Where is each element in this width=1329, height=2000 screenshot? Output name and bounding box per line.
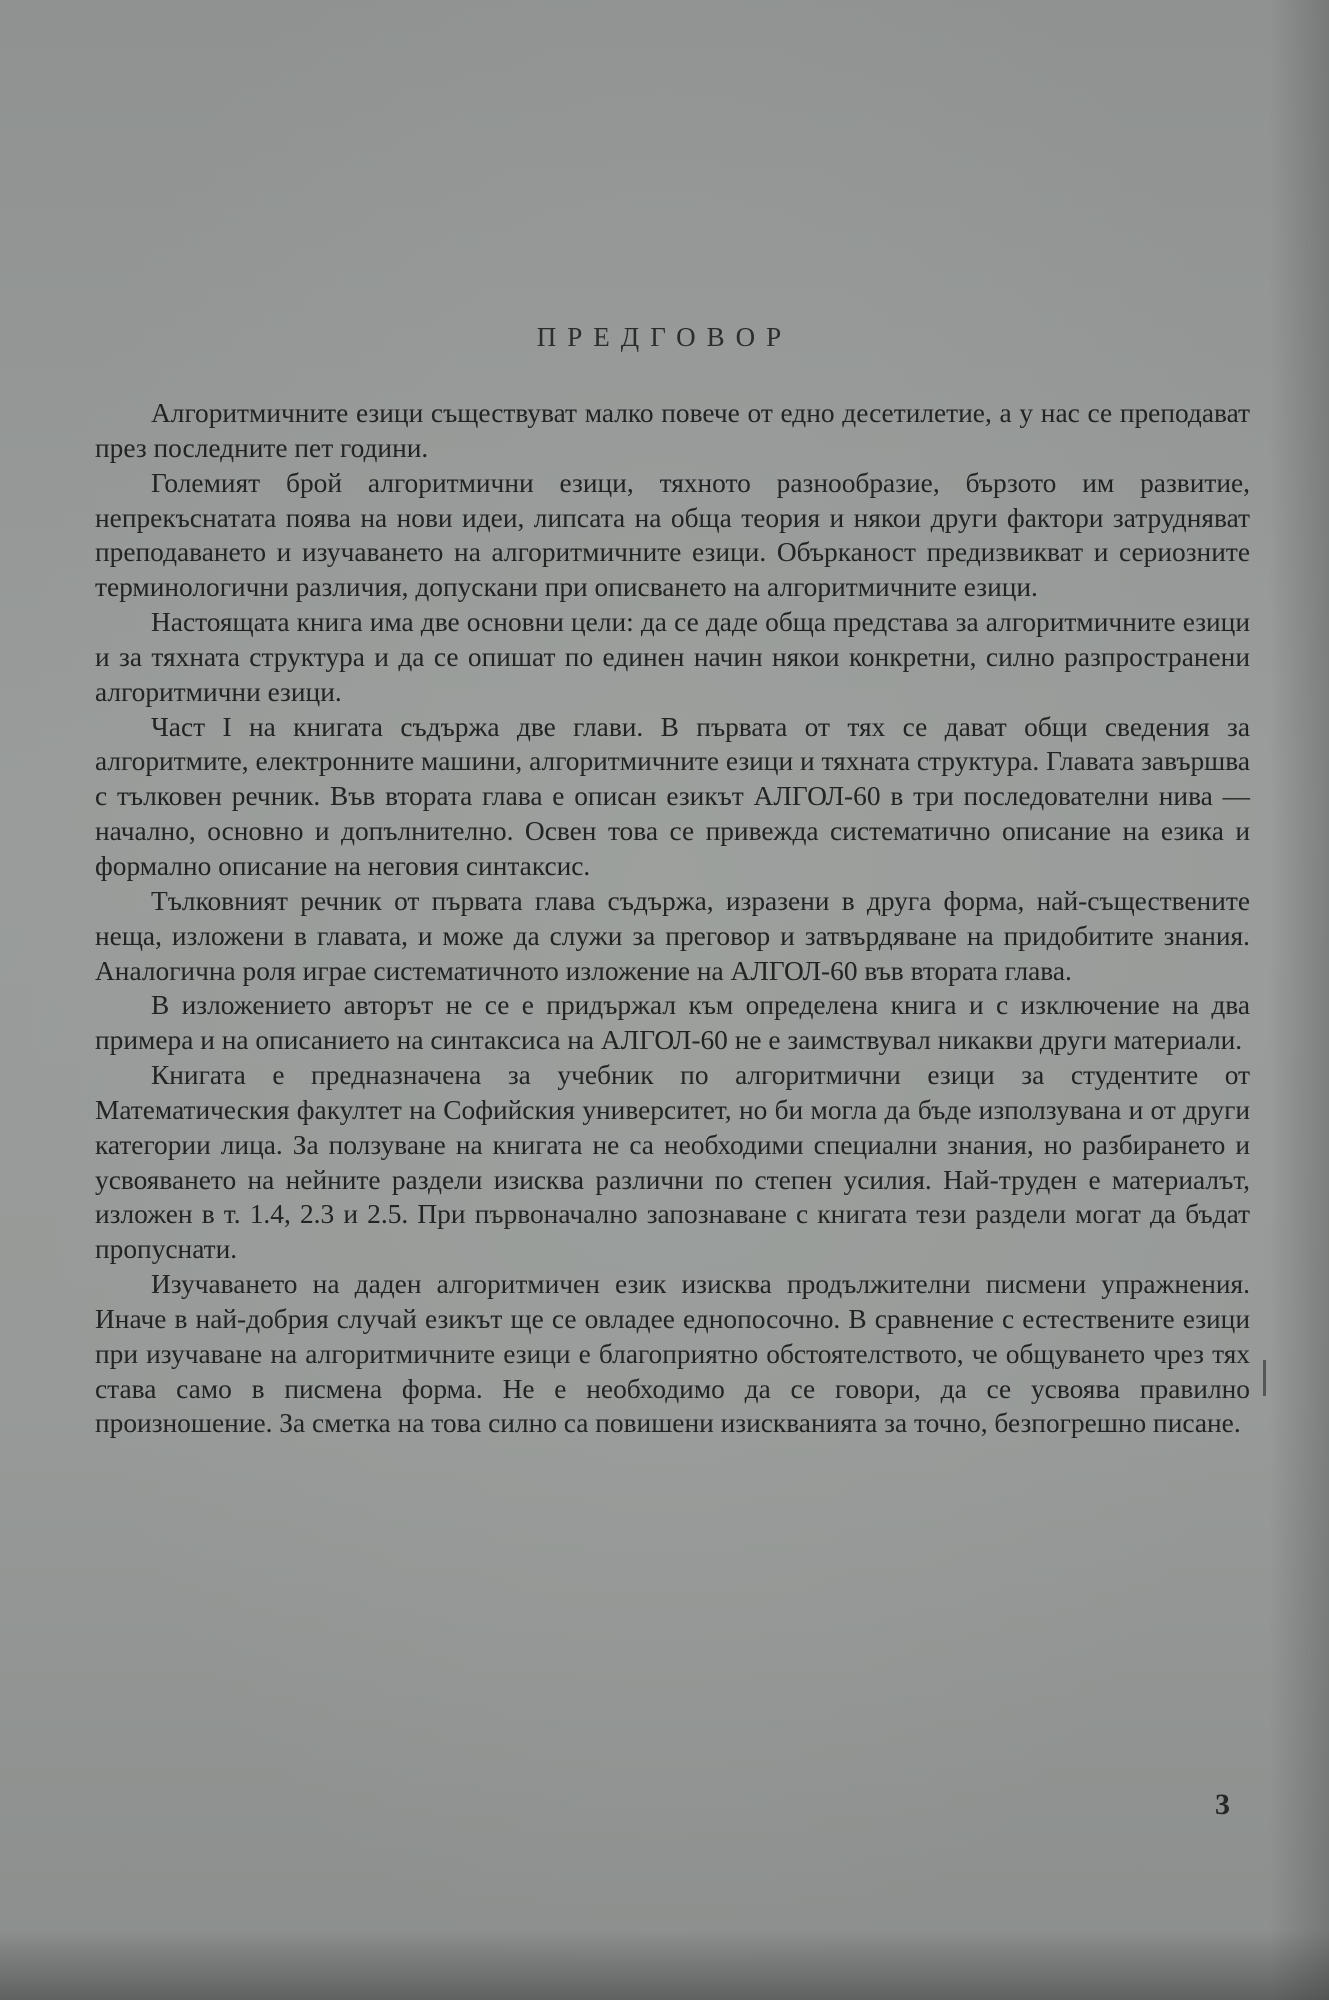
paragraph-1: Алгоритмичните езици съществуват малко повече от едно десетилетие, а у нас се преподават през последните пет години. — [95, 398, 1250, 463]
paragraph-4: Част I на книгата съдържа две глави. В първата от тях се дават общи сведения за алгоритмите, електронните машини, алгоритмичните езици и тяхната структура. Главата завършва с тълковен речник. Във втората глава е описан езикът АЛГОЛ-60 в три последователни нива — начално, основно и допълнително. Освен това се привежда систематично описание на езика и формално описание на неговия синтаксис. — [95, 711, 1250, 881]
page-number: 3 — [1215, 1788, 1230, 1821]
margin-pencil-mark — [1263, 1360, 1266, 1396]
page-title: ПРЕДГОВОР — [536, 322, 793, 352]
page-edge-shadow — [1269, 0, 1329, 2000]
paragraph-7: Книгата е предназначена за учебник по алгоритмични езици за студентите от Математическия факултет на Софийския университет, но би могла да бъде използувана и от други категории лица. За ползуване на книгата не са необходими специални знания, но разбирането и усвояването на нейните раздели изисква различни по степен усилия. Най-труден е материалът, изложен в т. 1.4, 2.3 и 2.5. При първоначално запознаване с книгата тези раздели могат да бъдат пропуснати. — [95, 1060, 1250, 1265]
preface-text — [95, 396, 1250, 1441]
paragraph-8: Изучаването на даден алгоритмичен език изисква продължителни писмени упражнения. Иначе в най-добрия случай езикът ще се овладее еднопосочно. В сравнение с естествените езици при изучаване на алгоритмичните езици е благоприятно обстоятелството, че общуването чрез тях става само в писмена форма. Не е необходимо да се говори, да се усвоява правилно произношение. За сметка на това силно са повишени изискванията за точно, безпогрешно писане. — [95, 1269, 1250, 1439]
paragraph-2: Големият брой алгоритмични езици, тяхното разнообразие, бързото им развитие, непрекъснатата поява на нови идеи, липсата на обща теория и някои други фактори затрудняват преподаването и изучаването на алгоритмичните езици. Обърканост предизвикват и сериозните терминологични различия, допускани при описването на алгоритмичните езици. — [95, 467, 1250, 603]
page-bottom-shadow — [0, 1930, 1329, 2000]
paragraph-3: Настоящата книга има две основни цели: да се даде обща представа за алгоритмичните езици и за тяхната структура и да се опишат по единен начин някои конкретни, силно разпространени алгоритмични езици. — [95, 607, 1250, 707]
paragraph-6: В изложението авторът не се е придържал към определена книга и с изключение на два примера и на описанието на синтаксиса на АЛГОЛ-60 не е заимствувал никакви други материали. — [95, 990, 1250, 1056]
paragraph-5: Тълковният речник от първата глава съдържа, изразени в друга форма, най-съществените неща, изложени в главата, и може да служи за преговор и затвърдяване на придобитите знания. Аналогична роля играе систематичното изложение на АЛГОЛ-60 във втората глава. — [95, 885, 1250, 986]
